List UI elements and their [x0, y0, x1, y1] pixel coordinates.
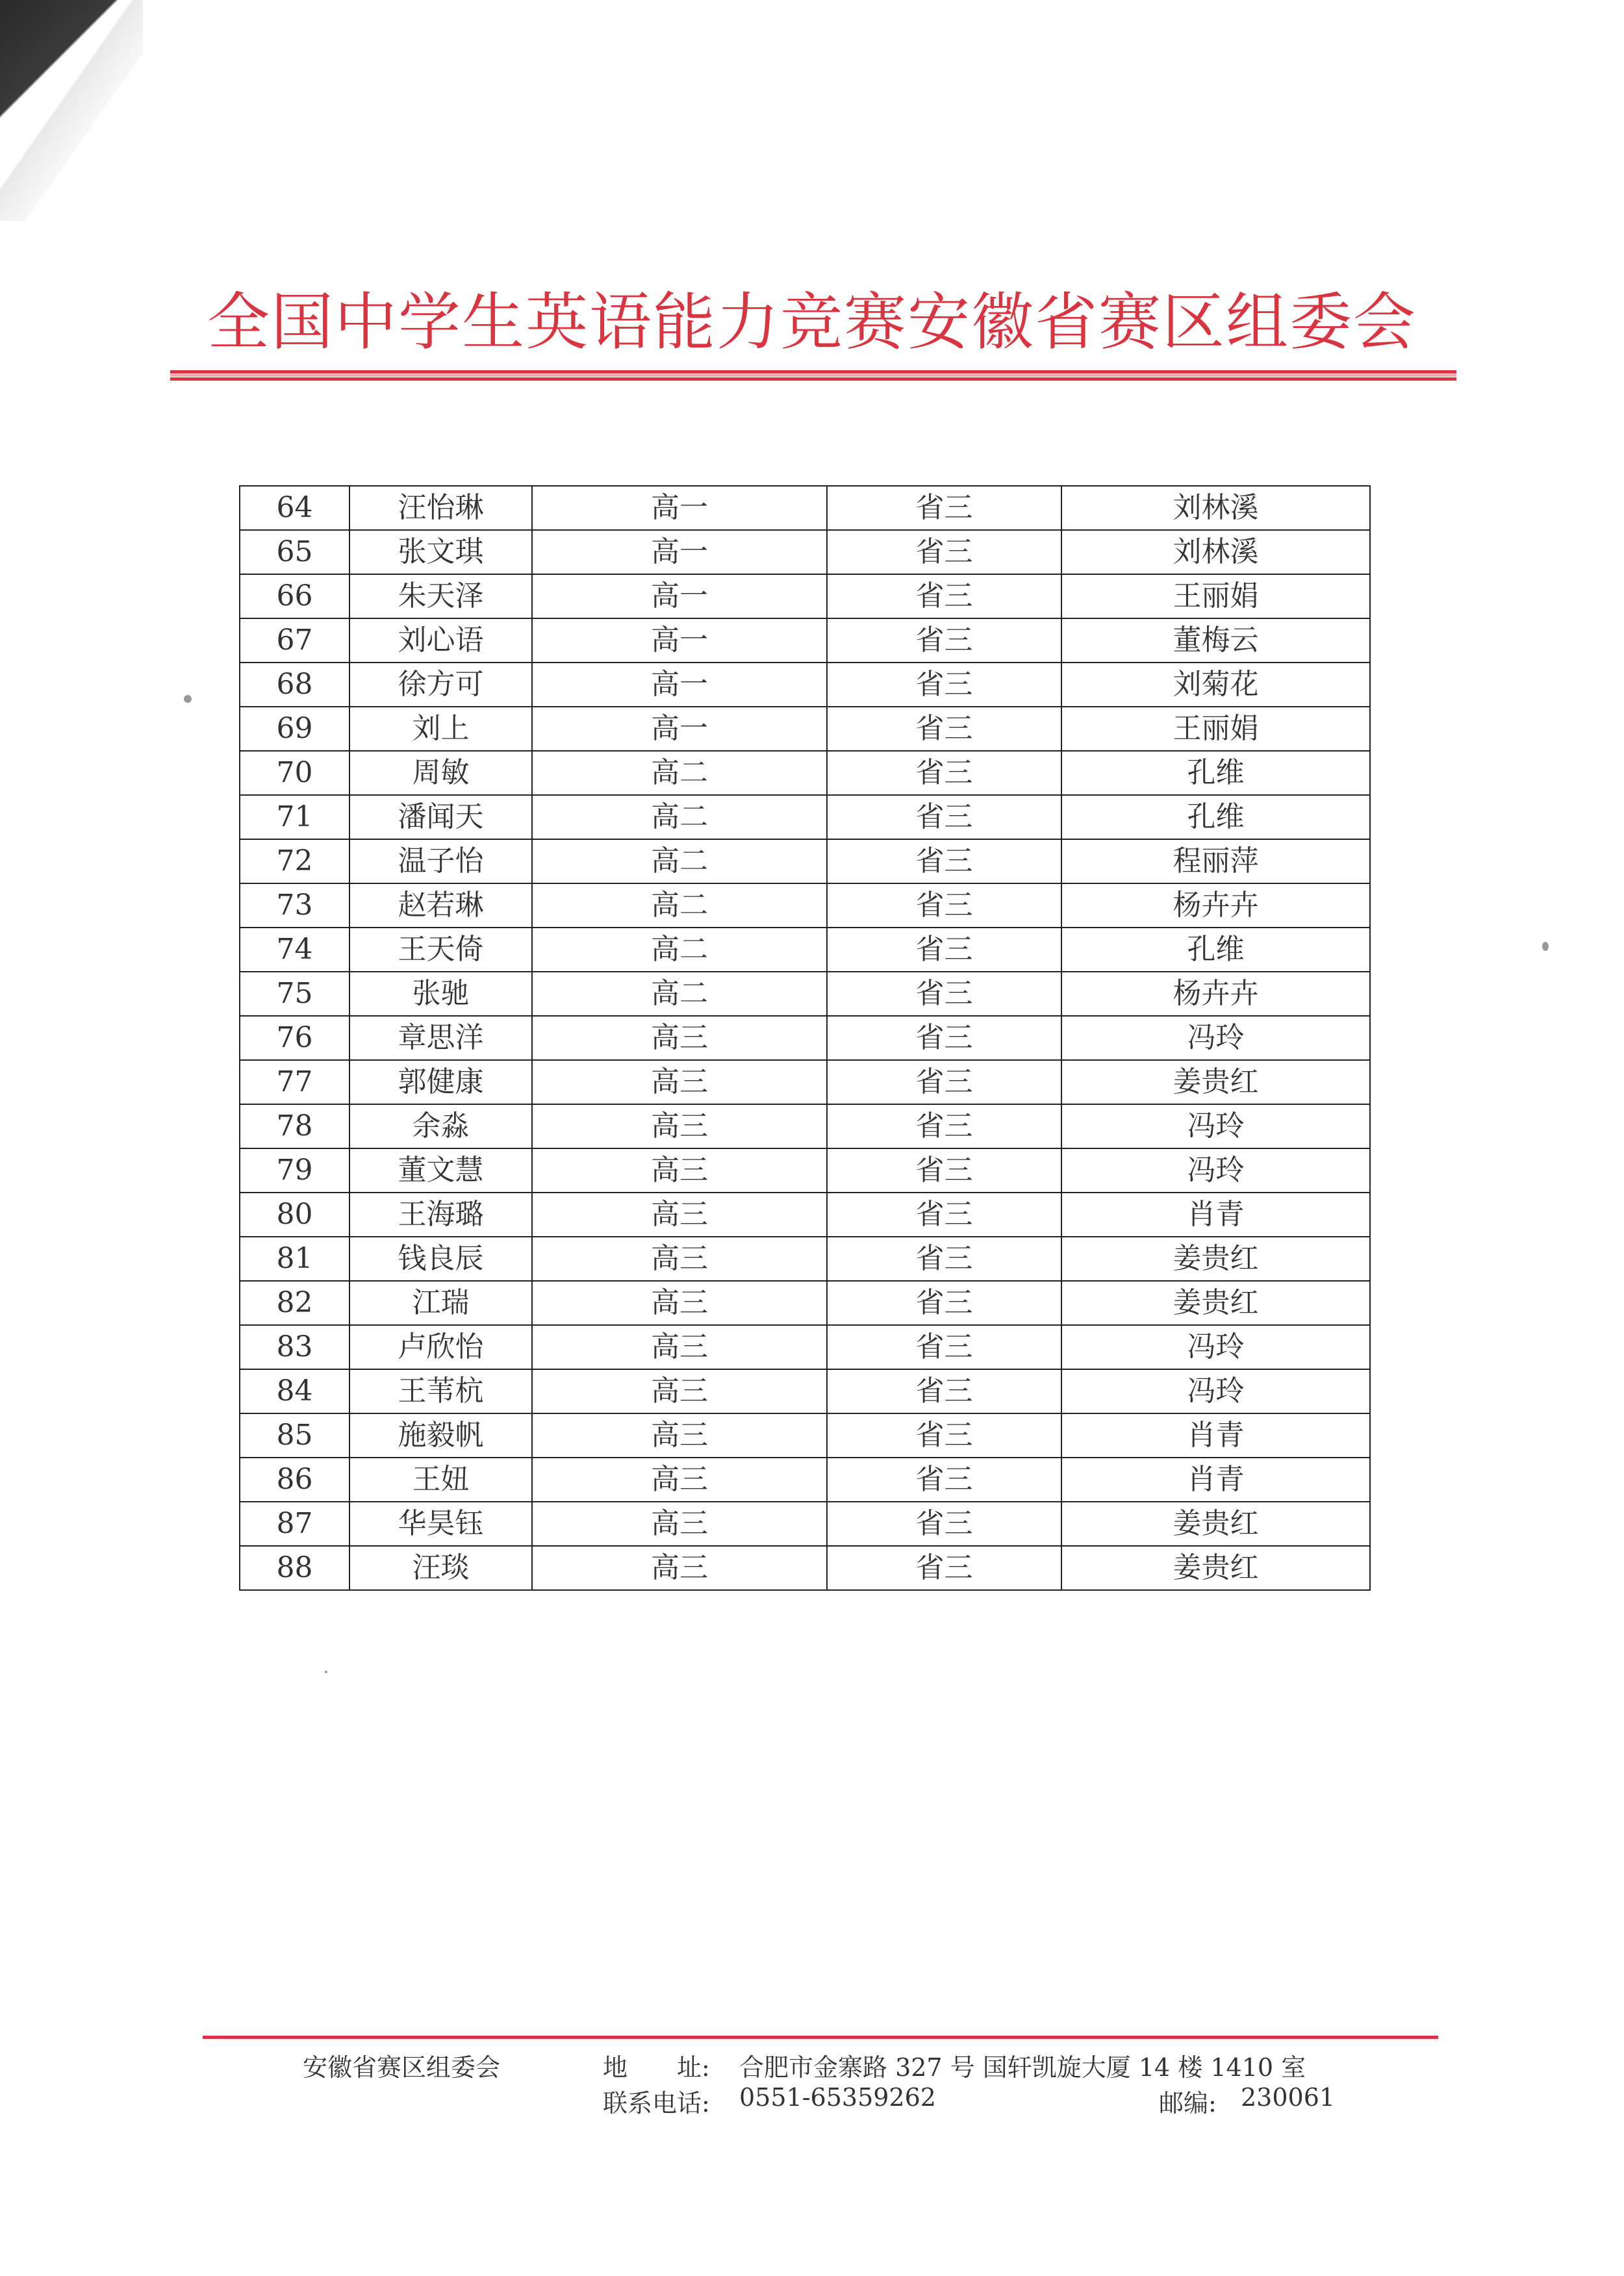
cell-row-number: 78 [240, 1104, 349, 1148]
cell-award-level: 省三 [827, 928, 1061, 972]
cell-grade: 高一 [532, 530, 827, 574]
cell-grade: 高三 [532, 1148, 827, 1193]
cell-award-level: 省三 [827, 1193, 1061, 1237]
cell-grade: 高二 [532, 972, 827, 1016]
cell-grade: 高三 [532, 1237, 827, 1281]
footer-rule [203, 2036, 1438, 2039]
cell-row-number: 75 [240, 972, 349, 1016]
cell-grade: 高一 [532, 574, 827, 618]
cell-grade: 高三 [532, 1546, 827, 1590]
table-row [240, 883, 1370, 928]
cell-award-level: 省三 [827, 972, 1061, 1016]
table-row [240, 839, 1370, 883]
cell-grade: 高一 [532, 663, 827, 707]
cell-grade: 高三 [532, 1281, 827, 1325]
table-row [240, 574, 1370, 618]
cell-grade: 高二 [532, 928, 827, 972]
cell-row-number: 82 [240, 1281, 349, 1325]
cell-student-name: 汪琰 [349, 1546, 532, 1590]
cell-grade: 高一 [532, 707, 827, 751]
cell-teacher-name: 刘林溪 [1061, 530, 1370, 574]
table-row [240, 707, 1370, 751]
table-row [240, 1237, 1370, 1281]
cell-student-name: 卢欣怡 [349, 1325, 532, 1369]
cell-student-name: 赵若琳 [349, 883, 532, 928]
footer-phone: 0551-65359262 [739, 2083, 936, 2112]
cell-teacher-name: 程丽萍 [1061, 839, 1370, 883]
cell-student-name: 温子怡 [349, 839, 532, 883]
cell-teacher-name: 冯玲 [1061, 1104, 1370, 1148]
cell-award-level: 省三 [827, 618, 1061, 663]
cell-row-number: 64 [240, 486, 349, 530]
cell-teacher-name: 肖青 [1061, 1458, 1370, 1502]
table-row [240, 486, 1370, 530]
scan-folded-corner [0, 0, 143, 221]
cell-student-name: 徐方可 [349, 663, 532, 707]
letterhead-title: 全国中学生英语能力竞赛安徽省赛区组委会 [207, 286, 1417, 359]
cell-award-level: 省三 [827, 663, 1061, 707]
cell-student-name: 刘心语 [349, 618, 532, 663]
cell-student-name: 王天倚 [349, 928, 532, 972]
cell-award-level: 省三 [827, 574, 1061, 618]
cell-row-number: 69 [240, 707, 349, 751]
footer-address: 合肥市金寨路 327 号 国轩凯旋大厦 14 楼 1410 室 [739, 2053, 1306, 2082]
cell-student-name: 刘上 [349, 707, 532, 751]
cell-student-name: 施毅帆 [349, 1413, 532, 1458]
scan-speck [325, 1671, 327, 1673]
cell-student-name: 余淼 [349, 1104, 532, 1148]
cell-row-number: 88 [240, 1546, 349, 1590]
cell-grade: 高二 [532, 839, 827, 883]
cell-award-level: 省三 [827, 530, 1061, 574]
cell-teacher-name: 董梅云 [1061, 618, 1370, 663]
cell-teacher-name: 肖青 [1061, 1193, 1370, 1237]
table-row [240, 1369, 1370, 1413]
footer-postcode: 230061 [1241, 2083, 1336, 2112]
cell-row-number: 81 [240, 1237, 349, 1281]
cell-row-number: 68 [240, 663, 349, 707]
table-row [240, 1016, 1370, 1060]
table-row [240, 928, 1370, 972]
table-row [240, 1458, 1370, 1502]
cell-award-level: 省三 [827, 795, 1061, 839]
cell-grade: 高三 [532, 1060, 827, 1104]
cell-row-number: 74 [240, 928, 349, 972]
cell-student-name: 郭健康 [349, 1060, 532, 1104]
table-row [240, 1148, 1370, 1193]
cell-award-level: 省三 [827, 1060, 1061, 1104]
cell-grade: 高二 [532, 751, 827, 795]
cell-teacher-name: 冯玲 [1061, 1016, 1370, 1060]
cell-teacher-name: 孔维 [1061, 928, 1370, 972]
table-row [240, 530, 1370, 574]
cell-award-level: 省三 [827, 707, 1061, 751]
cell-row-number: 67 [240, 618, 349, 663]
cell-award-level: 省三 [827, 751, 1061, 795]
cell-award-level: 省三 [827, 883, 1061, 928]
cell-award-level: 省三 [827, 839, 1061, 883]
cell-row-number: 87 [240, 1502, 349, 1546]
table-row [240, 1546, 1370, 1590]
cell-student-name: 章思洋 [349, 1016, 532, 1060]
cell-grade: 高一 [532, 618, 827, 663]
footer-phone-label: 联系电话: [603, 2089, 710, 2118]
cell-award-level: 省三 [827, 486, 1061, 530]
cell-grade: 高三 [532, 1413, 827, 1458]
scan-speck [184, 695, 192, 703]
cell-award-level: 省三 [827, 1546, 1061, 1590]
cell-teacher-name: 刘林溪 [1061, 486, 1370, 530]
cell-grade: 高三 [532, 1502, 827, 1546]
cell-teacher-name: 姜贵红 [1061, 1281, 1370, 1325]
cell-row-number: 76 [240, 1016, 349, 1060]
cell-teacher-name: 姜贵红 [1061, 1237, 1370, 1281]
scan-speck [1542, 942, 1549, 951]
cell-row-number: 77 [240, 1060, 349, 1104]
cell-award-level: 省三 [827, 1502, 1061, 1546]
cell-teacher-name: 姜贵红 [1061, 1546, 1370, 1590]
cell-grade: 高三 [532, 1016, 827, 1060]
table-row [240, 795, 1370, 839]
cell-student-name: 董文慧 [349, 1148, 532, 1193]
cell-student-name: 王妞 [349, 1458, 532, 1502]
cell-row-number: 72 [240, 839, 349, 883]
table-row [240, 1104, 1370, 1148]
cell-row-number: 80 [240, 1193, 349, 1237]
cell-student-name: 潘闻天 [349, 795, 532, 839]
cell-student-name: 张驰 [349, 972, 532, 1016]
cell-student-name: 王苇杭 [349, 1369, 532, 1413]
cell-award-level: 省三 [827, 1325, 1061, 1369]
cell-row-number: 71 [240, 795, 349, 839]
cell-student-name: 江瑞 [349, 1281, 532, 1325]
cell-grade: 高二 [532, 795, 827, 839]
cell-teacher-name: 王丽娟 [1061, 707, 1370, 751]
cell-row-number: 66 [240, 574, 349, 618]
cell-grade: 高三 [532, 1193, 827, 1237]
cell-row-number: 84 [240, 1369, 349, 1413]
cell-teacher-name: 姜贵红 [1061, 1060, 1370, 1104]
footer-address-label: 地 址: [603, 2053, 710, 2082]
cell-teacher-name: 杨卉卉 [1061, 972, 1370, 1016]
cell-row-number: 70 [240, 751, 349, 795]
cell-award-level: 省三 [827, 1016, 1061, 1060]
cell-student-name: 钱良辰 [349, 1237, 532, 1281]
cell-grade: 高三 [532, 1458, 827, 1502]
table-row [240, 1060, 1370, 1104]
cell-teacher-name: 冯玲 [1061, 1325, 1370, 1369]
footer-organizer: 安徽省赛区组委会 [303, 2053, 501, 2082]
cell-student-name: 朱天泽 [349, 574, 532, 618]
cell-grade: 高二 [532, 883, 827, 928]
cell-row-number: 73 [240, 883, 349, 928]
cell-grade: 高一 [532, 486, 827, 530]
cell-teacher-name: 姜贵红 [1061, 1502, 1370, 1546]
table-row [240, 1502, 1370, 1546]
cell-row-number: 79 [240, 1148, 349, 1193]
cell-student-name: 周敏 [349, 751, 532, 795]
table-row [240, 618, 1370, 663]
cell-row-number: 65 [240, 530, 349, 574]
cell-award-level: 省三 [827, 1104, 1061, 1148]
cell-teacher-name: 王丽娟 [1061, 574, 1370, 618]
table-row [240, 1281, 1370, 1325]
cell-student-name: 华昊钰 [349, 1502, 532, 1546]
table-row [240, 663, 1370, 707]
cell-student-name: 汪怡琳 [349, 486, 532, 530]
award-table-body [240, 486, 1370, 1590]
cell-teacher-name: 冯玲 [1061, 1148, 1370, 1193]
cell-row-number: 85 [240, 1413, 349, 1458]
cell-student-name: 王海璐 [349, 1193, 532, 1237]
cell-grade: 高三 [532, 1369, 827, 1413]
cell-award-level: 省三 [827, 1281, 1061, 1325]
table-row [240, 1413, 1370, 1458]
cell-award-level: 省三 [827, 1148, 1061, 1193]
cell-teacher-name: 孔维 [1061, 795, 1370, 839]
footer-postcode-label: 邮编: [1159, 2089, 1217, 2118]
cell-teacher-name: 肖青 [1061, 1413, 1370, 1458]
cell-award-level: 省三 [827, 1413, 1061, 1458]
cell-award-level: 省三 [827, 1237, 1061, 1281]
cell-teacher-name: 刘菊花 [1061, 663, 1370, 707]
cell-grade: 高三 [532, 1325, 827, 1369]
cell-teacher-name: 冯玲 [1061, 1369, 1370, 1413]
cell-student-name: 张文琪 [349, 530, 532, 574]
letterhead-rule [170, 370, 1456, 381]
cell-award-level: 省三 [827, 1369, 1061, 1413]
cell-row-number: 83 [240, 1325, 349, 1369]
cell-row-number: 86 [240, 1458, 349, 1502]
cell-grade: 高三 [532, 1104, 827, 1148]
cell-award-level: 省三 [827, 1458, 1061, 1502]
table-row [240, 1325, 1370, 1369]
cell-teacher-name: 杨卉卉 [1061, 883, 1370, 928]
cell-teacher-name: 孔维 [1061, 751, 1370, 795]
table-row [240, 751, 1370, 795]
table-row [240, 1193, 1370, 1237]
award-table [239, 485, 1371, 1591]
table-row [240, 972, 1370, 1016]
